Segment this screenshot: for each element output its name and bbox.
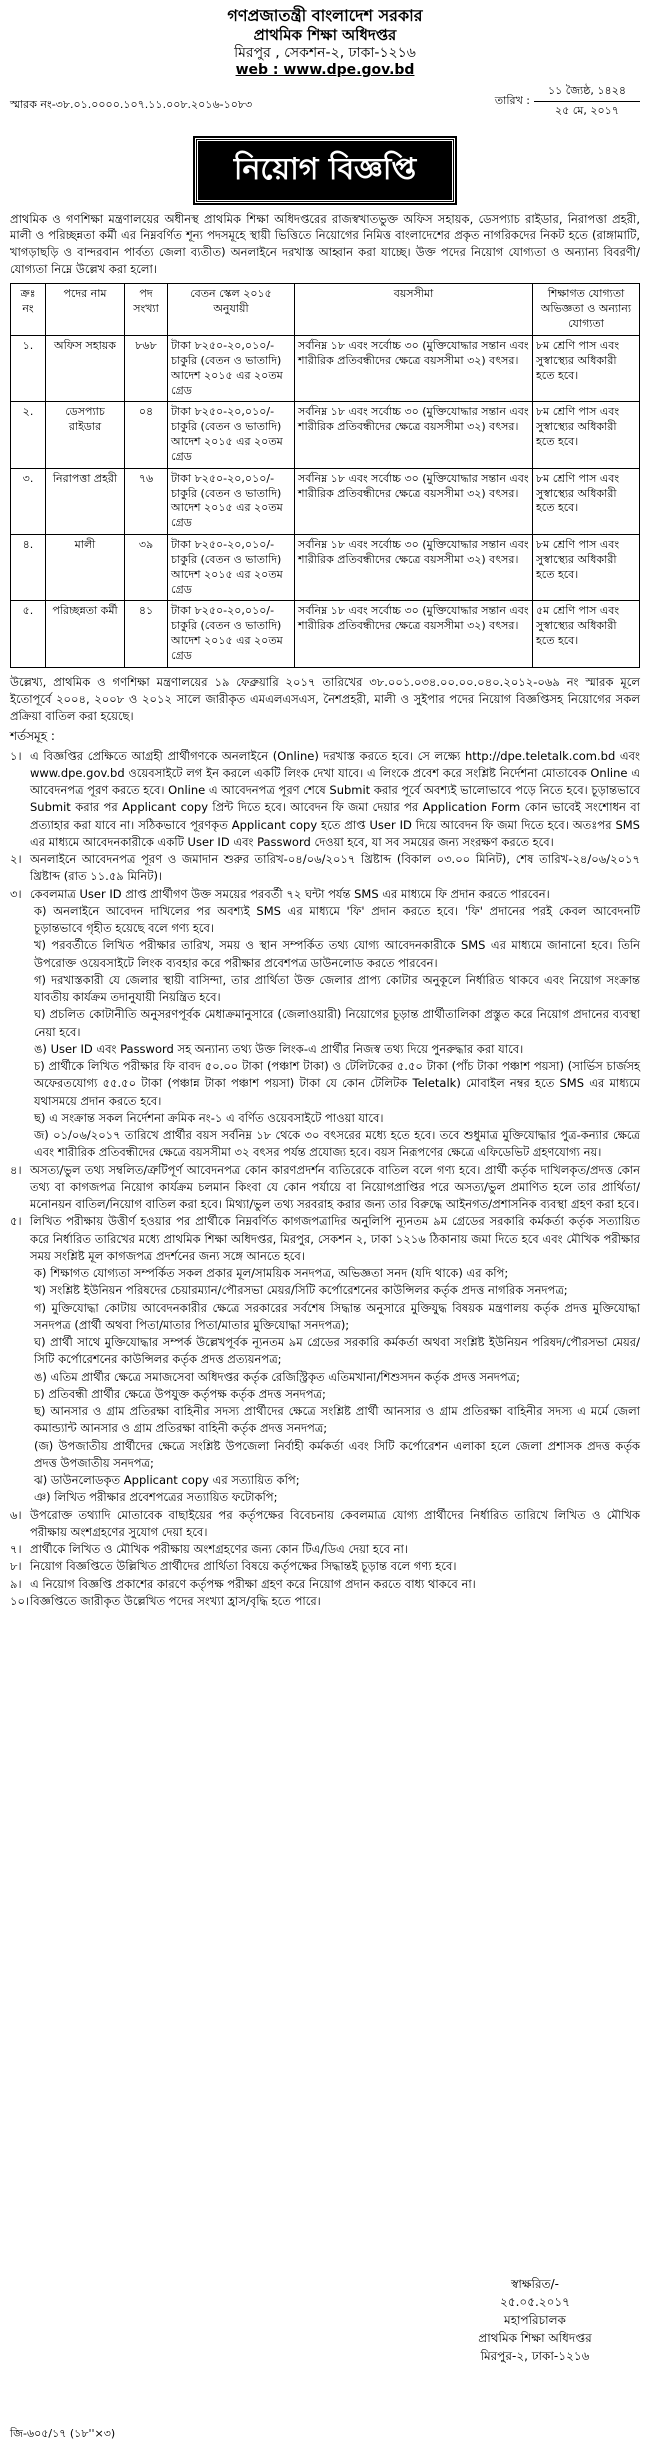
table-header-row [11,284,640,336]
list-item: ঘ) প্রার্থী সাথে মুক্তিযোদ্ধার সম্পর্ক উল্লেখপূর্বক ন্যূনতম ৯ম গ্রেডের সরকারি কর্মকর্তা অথবা সংশ্লিষ্ট ইউনিয়ন পরিষদ/পৌরসভা মেয়র/সিটি কর্পোরেশনের কাউন্সিলর কর্তৃক প্রদত্ত প্রত্যয়নপত্র; [34,1335,640,1367]
intro-paragraph: প্রাথমিক ও গণশিক্ষা মন্ত্রণালয়ের অধীনস্থ প্রাথমিক শিক্ষা অধিদপ্তরের রাজস্বখাতভুক্ত অফিস সহায়ক, ডেসপ্যাচ রাইডার, নিরাপত্তা প্রহরী, মালী ও পরিচ্ছন্নতা কর্মী এর নিম্নবর্ণিত শূন্য পদসমূহে স্থায়ী ভিত্তিতে নিয়োগের নিমিত্ত বাংলাদেশের প্রকৃত নাগরিকদের নিকট হতে (রাঙ্গামাটি, খাগড়াছড়ি ও বান্দরবান পার্বত্য জেলা ব্যতীত) অনলাইনে দরখাস্ত আহ্বান করা যাচ্ছে। উক্ত পদের নিয়োগ যোগ্যতা ও অন্যান্য বিবরণী/যোগ্যতা নিম্নে উল্লেখ করা হলো। [10,211,640,276]
signatory-dept: প্রাথমিক শিক্ষা অধিদপ্তর [478,2331,592,2345]
cell-post: পরিচ্ছন্নতা কর্মী [46,601,125,667]
title-wrap [10,138,640,203]
list-item: ঞ) লিখিত পরীক্ষার প্রবেশপত্রের সত্যায়িত ফটোকপি; [34,1490,278,1505]
table-row [11,468,640,534]
list-item: ছ) আনসার ও গ্রাম প্রতিরক্ষা বাহিনীর সদস্য প্রার্থীদের ক্ষেত্রে সংশ্লিষ্ট প্রার্থী আনসার ও গ্রাম প্রতিরক্ষা বাহিনীর সদস্য এ মর্মে জেলা কমান্ড্যান্ট আনসার ও গ্রাম প্রতিরক্ষা বাহিনী কর্তৃক প্রদত্ত সনদপত্র; [34,1404,640,1436]
cell-pay: টাকা ৮২৫০-২০,০১০/- চাকুরি (বেতন ও ভাতাদি) আদেশ ২০১৫ এর ২০তম গ্রেড [168,335,295,401]
list-item: জ) ০১/০৬/২০১৭ তারিখে প্রার্থীর বয়স সর্বনিম্ন ১৮ থেকে ৩০ বৎসরের মধ্যে হতে হবে। তবে শুধুমাত্র মুক্তিযোদ্ধার পুত্র-কন্যার ক্ষেত্রে এবং শারীরিক প্রতিবন্ধীদের ক্ষেত্রে বয়সসীমা ৩২ বৎসর পর্যন্ত প্রযোজ্য হবে। বয়স নিরূপণের ক্ষেত্রে এফিডেভিট গ্রহণযোগ্য নয়। [34,1128,640,1160]
list-item: ১। এ বিজ্ঞপ্তির প্রেক্ষিতে আগ্রহী প্রার্থীগণকে অনলাইনে (Online) দরখাস্ত করতে হবে। সে লক্ষ্যে http://dpe.teletalk.com.bd এবং www.dpe.gov.bd ওয়েবসাইটে লগ ইন করলে একটি লিংক দেখা যাবে। এ লিংকে প্রবেশ করে সংশ্লিষ্ট নির্দেশনা মোতাবেক Online এ আবেদনপত্র পূরণ করতে হবে। Online এ আবেদনপত্র পূরণ শেষে Submit করার পূর্বে অবশ্যই ভালোভাবে পড়ে নিতে হবে। চূড়ান্তভাবে Submit করার পর Applicant copy প্রিন্ট দিতে হবে। আবেদন ফি জমা দেয়ার পর Application Form কোন ভাবেই সংশোধন বা প্রত্যাহার করা যাবে না। সঠিকভাবে পূরণকৃত Applicant copy হতে প্রাপ্ত User ID দিয়ে আবেদন ফি জমা দিতে হবে। অতঃপর SMS এর মাধ্যমে আবেদনকারীকে একটি User ID এবং Password দেওয়া হবে, যা সব সময়ের জন্য সংরক্ষণ করতে হবে। [10,748,640,849]
list-item: ঝ) ডাউনলোডকৃত Applicant copy এর সত্যায়িত কপি; [34,1473,300,1488]
cell-count: ০৪ [125,402,168,468]
print-code: জি-৬০৫/১৭ (১৮''×৩) [10,2427,116,2440]
list-item: (জ) উপজাতীয় প্রার্থীদের ক্ষেত্রে সংশ্লিষ্ট উপজেলা নির্বাহী কর্মকর্তা এবং সিটি কর্পোরেশন এলাকা হলে জেলা প্রশাসক প্রদত্ত কর্তৃক প্রদত্ত উপজাতীয় সনদপত্র; [34,1438,640,1470]
col-header-age: বয়সসীমা [295,284,533,336]
cell-qualification: ৮ম শ্রেণি পাস এবং সুস্বাস্থ্যের অধিকারী হতে হবে। [533,402,640,468]
date-bangla: ১১ জ্যৈষ্ঠ, ১৪২৪ [534,82,640,102]
cell-sl: ১. [11,335,46,401]
list-item: ক) অনলাইনে আবেদন দাখিলের পর অবশ্যই SMS এর মাধ্যমে 'ফি' প্রদান করতে হবে। 'ফি' প্রদানের পরই কেবল আবেদনটি চূড়ান্তভাবে গৃহীত হয়েছে বলে গণ্য হবে। [34,903,640,936]
cell-count: ৪১ [125,601,168,667]
col-header-sl: ক্রঃ নং [11,284,46,336]
cell-qualification: ৫ম শ্রেণি পাস এবং সুস্বাস্থ্যের অধিকারী হতে হবে। [533,601,640,667]
cell-qualification: ৮ম শ্রেণি পাস এবং সুস্বাস্থ্যের অধিকারী হতে হবে। [533,535,640,601]
signature-date: ২৫.০৫.২০১৭ [499,2295,570,2309]
list-item: গ) মুক্তিযোদ্ধা কোটায় আবেদনকারীর ক্ষেত্রে সরকারের সর্বশেষ সিদ্ধান্ত অনুসারে মুক্তিযুদ্ধ বিষয়ক মন্ত্রণালয় কর্তৃক প্রদত্ত মুক্তিযোদ্ধা সনদপত্র (প্রার্থী অথবা পিতা/মাতার পিতা/মাতার মুক্তিযোদ্ধা সনদপত্র); [34,1300,640,1332]
cell-age: সর্বনিম্ন ১৮ এবং সর্বোচ্চ ৩০ (মুক্তিযোদ্ধার সন্তান এবং শারীরিক প্রতিবন্ধীদের ক্ষেত্রে বয়সসীমা ৩২) বৎসর। [295,535,533,601]
table-row [11,535,640,601]
cell-qualification: ৮ম শ্রেণি পাস এবং সুস্বাস্থ্যের অধিকারী হতে হবে। [533,468,640,534]
cell-sl: ৩. [11,468,46,534]
cell-age: সর্বনিম্ন ১৮ এবং সর্বোচ্চ ৩০ (মুক্তিযোদ্ধার সন্তান এবং শারীরিক প্রতিবন্ধীদের ক্ষেত্রে বয়সসীমা ৩২) বৎসর। [295,601,533,667]
dept-address: মিরপুর , সেকশন-২, ঢাকা-১২১৬ [234,44,416,61]
cancellation-note: উল্লেখ্য, প্রাথমিক ও গণশিক্ষা মন্ত্রণালয়ের ১৯ ফেব্রুয়ারি ২০১৭ তারিখের ৩৮.০০১.০৩৪.০০.০০.০৪০.২০১২-০৬৯ নং স্মারক মূলে ইতোপূর্বে ২০০৪, ২০০৮ ও ২০১২ সালে জারীকৃত এমএলএসএস, নৈশপ্রহরী, মালী ও সুইপার পদের নিয়োগ বিজ্ঞপ্তিসহ নিয়োগের সকল প্রক্রিয়া বাতিল করা হয়েছে। [10,674,640,724]
table-row [11,601,640,667]
cell-age: সর্বনিম্ন ১৮ এবং সর্বোচ্চ ৩০ (মুক্তিযোদ্ধার সন্তান এবং শারীরিক প্রতিবন্ধীদের ক্ষেত্রে বয়সসীমা ৩২) বৎসর। [295,402,533,468]
cell-post: নিরাপত্তা প্রহরী [46,468,125,534]
cell-pay: টাকা ৮২৫০-২০,০১০/- চাকুরি (বেতন ও ভাতাদি) আদেশ ২০১৫ এর ২০তম গ্রেড [168,535,295,601]
dept-name: প্রাথমিক শিক্ষা অধিদপ্তর [253,26,397,44]
cell-sl: ২. [11,402,46,468]
conditions-heading: শর্তসমূহ : [10,728,55,743]
cell-count: ৩৯ [125,535,168,601]
memo-row [10,82,640,134]
list-item: ঙ) User ID এবং Password সহ অন্যান্য তথ্য উক্ত লিংক-এ প্রার্থীর নিজস্ব তথ্য দিয়ে পুনরুদ্ধার করা যাবে। [34,1041,524,1056]
header [10,6,640,80]
cell-count: ৮৬৮ [125,335,168,401]
cell-post: অফিস সহায়ক [46,335,125,401]
conditions-list [10,748,640,1611]
list-item: চ) প্রতিবন্ধী প্রার্থীর ক্ষেত্রে উপযুক্ত কর্তৃপক্ষ কর্তৃক প্রদত্ত সনদপত্র; [34,1386,326,1401]
cell-sl: ৫. [11,601,46,667]
posts-table [10,283,640,667]
list-item: গ) দরখাস্তকারী যে জেলার স্থায়ী বাসিন্দা, তার প্রার্থিতা উক্ত জেলার প্রাপ্য কোটার অনুকূলে নির্ধারিত থাকবে এবং নিয়োগ সংক্রান্ত যাবতীয় কার্যক্রম তদানুযায়ী নিয়ন্ত্রিত হবে। [34,972,640,1005]
signed-text: স্বাক্ষরিত/- [511,2277,559,2291]
list-item: ঙ) এতিম প্রার্থীর ক্ষেত্রে সমাজসেবা অধিদপ্তর কর্তৃক রেজিস্ট্রিকৃত এতিমখানা/শিশুসদন কর্তৃক প্রদত্ত সনদপত্র; [34,1369,520,1384]
date-block [490,82,640,121]
list-item: ৯। এ নিয়োগ বিজ্ঞপ্তি প্রকাশের কারণে কর্তৃপক্ষ পরীক্ষা গ্রহণ করে নিয়োগ প্রদান করতে বাধ্য থাকবে না। [10,1576,476,1591]
cell-sl: ৪. [11,535,46,601]
list-item: খ) পরবর্তীতে লিখিত পরীক্ষার তারিখ, সময় ও স্থান সম্পর্কিত তথ্য যোগ্য আবেদনকারীকে SMS এর মাধ্যমে জানানো হবে। তিনি উপরোক্ত ওয়েবসাইটে লিংক ব্যবহার করে পরীক্ষার প্রবেশপত্র ডাউনলোড করতে পারবেন। [34,938,640,970]
cell-qualification: ৮ম শ্রেণি পাস এবং সুস্বাস্থ্যের অধিকারী হতে হবে। [533,335,640,401]
list-item: ছ) এ সংক্রান্ত সকল নির্দেশনা ক্রমিক নং-১ এ বর্ণিত ওয়েবসাইটে পাওয়া যাবে। [34,1110,384,1125]
page-title: নিয়োগ বিজ্ঞপ্তি [195,138,455,203]
cell-count: ৭৬ [125,468,168,534]
list-item: ৬। উপরোক্ত তথ্যাদি মোতাবেক বাছাইয়ের পর কর্তৃপক্ষের বিবেচনায় কেবলমাত্র যোগ্য প্রার্থীদের নির্ধারিত তারিখে লিখিত ও মৌখিক পরীক্ষায় অংশগ্রহণের সুযোগ দেয়া হবে। [10,1507,640,1539]
col-header-qualification: শিক্ষাগত যোগ্যতা অভিজ্ঞতা ও অন্যান্য যোগ্যতা [533,284,640,336]
list-item: ৮। নিয়োগ বিজ্ঞপ্তিতে উল্লিখিত প্রার্থীদের প্রার্থিতা বিষয়ে কর্তৃপক্ষের সিদ্ধান্তই চূড়ান্ত বলে গণ্য হবে। [10,1559,457,1574]
cell-pay: টাকা ৮২৫০-২০,০১০/- চাকুরি (বেতন ও ভাতাদি) আদেশ ২০১৫ এর ২০তম গ্রেড [168,601,295,667]
list-item: ৪। অসত্য/ভুল তথ্য সম্বলিত/ত্রুটিপূর্ণ আবেদনপত্র কোন কারণপ্রদর্শন ব্যতিরেকে বাতিল বলে গণ্য হবে। প্রার্থী কর্তৃক দাখিলকৃত/প্রদত্ত কোন তথ্য বা কাগজপত্র নিয়োগ কার্যক্রম চলমান কিংবা যে কোন পর্যায়ে বা নিয়োগপ্রাপ্তির পরে অসত্য/ভুল প্রমাণিত হলে তার প্রার্থিতা/মনোনয়ন বাতিল/নিয়োগ বাতিল করা হবে। মিথ্যা/ভুল তথ্য সরবরাহ করার জন্য তার বিরুদ্ধে আইনগত/প্রশাসনিক ব্যবস্থা গ্রহণ করা হবে। [10,1162,640,1212]
col-header-post: পদের নাম [46,284,125,336]
table-row [11,402,640,468]
signature-block [440,2275,630,2365]
list-item: ঘ) প্রচলিত কোটানীতি অনুসরণপূর্বক মেধাক্রমানুসারে (জেলাওয়ারী) নিয়োগের চূড়ান্ত প্রার্থীতালিকা প্রস্তুত করে নিয়োগ প্রদানের ব্যবস্থা নেয়া হবে। [34,1007,640,1039]
list-item: ২। অনলাইনে আবেদনপত্র পূরণ ও জমাদান শুরুর তারিখ-০৪/০৬/২০১৭ খ্রিষ্টাব্দ (বিকাল ০৩.০০ মিনিট), শেষ তারিখ-২৪/০৬/২০১৭ খ্রিষ্টাব্দ (রাত ১১.৫৯ মিনিট)। [10,852,640,884]
col-header-pay: বেতন স্কেল ২০১৫ অনুযায়ী [168,284,295,336]
col-header-count: পদ সংখ্যা [125,284,168,336]
list-item: ৩। কেবলমাত্র User ID প্রাপ্ত প্রার্থীগণ উক্ত সময়ের পরবর্তী ৭২ ঘন্টা পর্যন্ত SMS এর মাধ্যমে ফি প্রদান করতে পারবেন। [10,886,550,901]
gov-name: গণপ্রজাতন্ত্রী বাংলাদেশ সরকার [227,6,423,25]
memo-number: স্মারক নং-৩৮.০১.০০০০.১০৭.১১.০০৮.২০১৬-১০৮৩ [10,97,253,111]
signatory-designation: মহাপরিচালক [504,2313,566,2327]
date-english: ২৫ মে, ২০১৭ [555,103,619,117]
list-item: চ) প্রার্থীকে লিখিত পরীক্ষার ফি বাবদ ৫০.০০ টাকা (পঞ্চাশ টাকা) ও টেলিটকের ৫.৫০ টাকা (পাঁচ টাকা পঞ্চাশ পয়সা) (সার্ভিস চার্জসহ অফেরতযোগ্য ৫৫.৫০ টাকা (পঞ্চান্ন টাকা পঞ্চাশ পয়সা) টাকা যে কোন টেলিটক Teletalk) মোবাইল নম্বর হতে SMS এর মাধ্যমে যথাসময়ে প্রদান করতে হবে। [34,1059,640,1108]
cell-post: ডেসপ্যাচ রাইডার [46,402,125,468]
table-row [11,335,640,401]
list-item: ১০। বিজ্ঞপ্তিতে জারীকৃত উল্লেখিত পদের সংখ্যা হ্রাস/বৃদ্ধি হতে পারে। [10,1593,321,1608]
cell-post: মালী [46,535,125,601]
cell-age: সর্বনিম্ন ১৮ এবং সর্বোচ্চ ৩০ (মুক্তিযোদ্ধার সন্তান এবং শারীরিক প্রতিবন্ধীদের ক্ষেত্রে বয়সসীমা ৩২) বৎসর। [295,468,533,534]
cell-age: সর্বনিম্ন ১৮ এবং সর্বোচ্চ ৩০ (মুক্তিযোদ্ধার সন্তান এবং শারীরিক প্রতিবন্ধীদের ক্ষেত্রে বয়সসীমা ৩২) বৎসর। [295,335,533,401]
list-item: ক) শিক্ষাগত যোগ্যতা সম্পর্কিত সকল প্রকার মূল/সাময়িক সনদপত্র, অভিজ্ঞতা সনদ (যদি থাকে) এর কপি; [34,1266,509,1281]
cell-pay: টাকা ৮২৫০-২০,০১০/- চাকুরি (বেতন ও ভাতাদি) আদেশ ২০১৫ এর ২০তম গ্রেড [168,402,295,468]
date-label: তারিখ : [494,93,530,107]
cell-pay: টাকা ৮২৫০-২০,০১০/- চাকুরি (বেতন ও ভাতাদি) আদেশ ২০১৫ এর ২০তম গ্রেড [168,468,295,534]
list-item: খ) সংশ্লিষ্ট ইউনিয়ন পরিষদের চেয়ারম্যান/পৌরসভা মেয়র/সিটি কর্পোরেশনের কাউন্সিলর কর্তৃক প্রদত্ত নাগরিক সনদপত্র; [34,1283,568,1298]
signatory-address: মিরপুর-২, ঢাকা-১২১৬ [480,2349,590,2363]
list-item: ৫। লিখিত পরীক্ষায় উত্তীর্ণ হওয়ার পর প্রার্থীকে নিম্নবর্ণিত কাগজপত্রাদির অনুলিপি ন্যূনতম ৯ম গ্রেডের সরকারি কর্মকর্তা কর্তৃক সত্যায়িত করে নির্ধারিত তারিখের মধ্যে প্রাথমিক শিক্ষা অধিদপ্তর, মিরপুর, সেকশন ২, ঢাকা ১২১৬ ঠিকানায় জমা দিতে হবে এবং মৌখিক পরীক্ষার সময় সংশ্লিষ্ট মূল কাগজপত্র প্রদর্শনের জন্য সঙ্গে আনতে হবে। [10,1214,640,1263]
website-link[interactable]: web : www.dpe.gov.bd [235,62,415,79]
list-item: ৭। প্রার্থীকে লিখিত ও মৌখিক পরীক্ষায় অংশগ্রহণের জন্য কোন টিএ/ডিএ দেয়া হবে না। [10,1542,408,1557]
